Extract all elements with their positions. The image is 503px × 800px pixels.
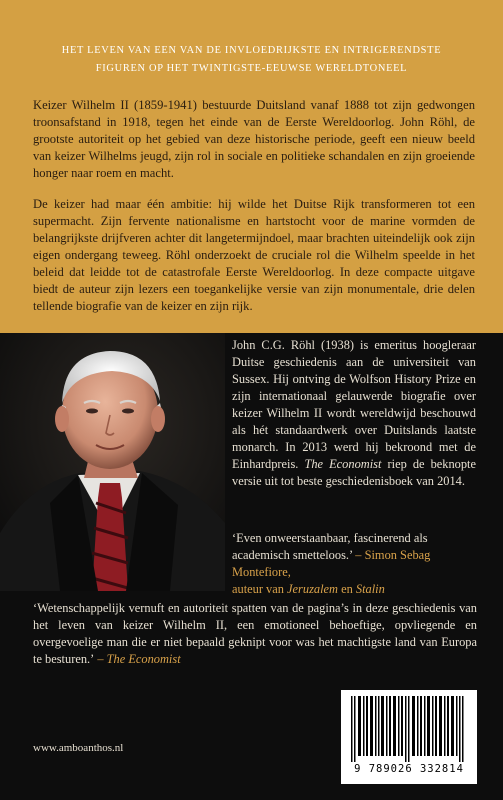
isbn-barcode (341, 690, 477, 784)
bio-text-part-2: riep de beknopte versie uit tot beste geschiedenisboek van 2014. (232, 457, 476, 488)
isbn-number: 9 789026 332814 (354, 763, 464, 775)
intro-paragraph-1: Keizer Wilhelm II (1859-1941) bestuurde Duitsland vanaf 1888 tot zijn gedwongen troonsafstand in 1918, tegen het einde van de Eerste Wereldoorlog. John Röhl, de grootste autoriteit op het gebied van deze historische periode, geeft een nieuw beeld van keizer Wilhelms jeugd, zijn rol in sociale en politieke schandalen en zijn groeiende honger naar roem en macht. (33, 98, 475, 180)
bio-source: The Economist (304, 457, 382, 471)
gold-band (0, 0, 503, 333)
publisher-website[interactable]: www.amboanthos.nl (33, 742, 124, 754)
quote-montefiore (232, 530, 482, 598)
author-portrait-illustration (0, 333, 225, 591)
quote1-book-2: Stalin (355, 582, 385, 596)
quote2-source: – The Economist (94, 652, 181, 666)
tagline (20, 42, 483, 78)
quote1-book-1: Jeruzalem (287, 582, 338, 596)
intro-paragraph-2: De keizer had maar één ambitie: hij wilde het Duitse Rijk transformeren tot een supermacht. Zijn fervente nationalisme en hartstocht voor de marine vormden de belangrijkste drijfveren achter dit langetermijndoel, maar brachten uiteindelijk ook zijn eigen ondergang teweeg. Röhl onderzoekt de cruciale rol die Wilhelm speelde in het beleid dat leidde tot de catastrofale Eerste Wereldoorlog. In deze compacte uitgave biedt de auteur zijn lezers een toegankelijke versie van zijn monumentale, drie delen tellende biografie van de keizer en zijn rijk. (33, 197, 475, 313)
quote-economist (33, 600, 477, 668)
quote2-text: ‘Wetenschappelijk vernuft en autoriteit spatten van de pagina’s in deze geschiedenis van het leven van keizer Wilhelm II, een emotioneel behoeftige, opvliegende en overgevoelige man die er niet bepaald geknipt voor was het machtigste land van Europa te besturen.’ (33, 601, 477, 666)
author-photo (0, 333, 225, 591)
quote1-dash: – (352, 548, 365, 562)
tagline-line-1: HET LEVEN VAN EEN VAN DE INVLOEDRIJKSTE EN INTRIGERENDSTE (61, 45, 442, 56)
bio-text-part-1: John C.G. Röhl (1938) is emeritus hoogleraar Duitse geschiedenis aan de universiteit van Sussex. Hij ontving de Wolfson History Prize en zijn internationaal gelauwerde biografie over keizer Wilhelm II wordt wereldwijd beschouwd als hét standaardwerk over Duitslands laatste monarch. In 2013 werd hij bekroond met de Einhardpreis. (232, 338, 476, 471)
tagline-line-2: FIGUREN OP HET TWINTIGSTE-EEUWSE WERELDTONEEL (95, 63, 408, 74)
quote1-text: ‘Even onweerstaanbaar, fascinerend als academisch smetteloos.’ (232, 531, 428, 562)
barcode-icon (341, 690, 477, 764)
author-bio (232, 337, 476, 490)
quote1-role: auteur van (232, 582, 288, 596)
quote1-author: Simon Sebag Montefiore, (232, 548, 431, 579)
quote1-and: en (337, 582, 356, 596)
